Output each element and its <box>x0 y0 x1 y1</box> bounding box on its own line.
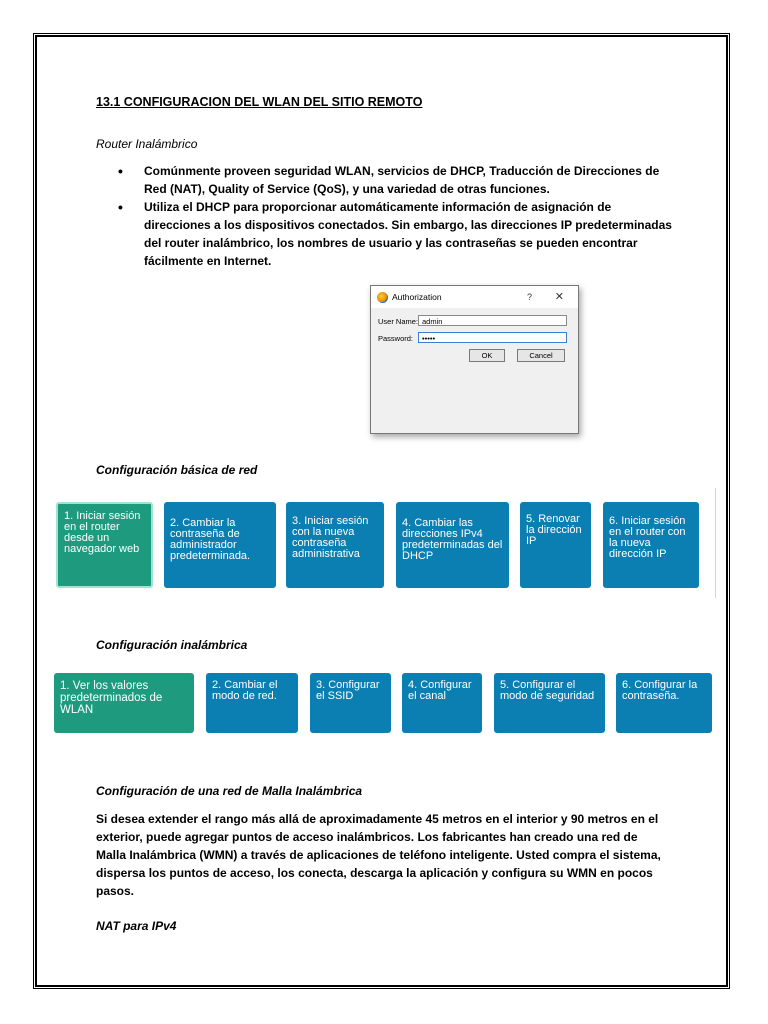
divider-line <box>715 488 716 598</box>
basic-step-5: 5. Renovar la dirección IP <box>520 502 591 588</box>
basic-step-1: 1. Iniciar sesión en el router desde un navegador web <box>56 502 153 588</box>
close-icon[interactable]: ✕ <box>554 291 564 303</box>
wireless-step-4: 4. Configurar el canal <box>402 673 482 733</box>
basic-step-6: 6. Iniciar sesión en el router con la nueva dirección IP <box>603 502 699 588</box>
mesh-paragraph: Si desea extender el rango más allá de aproximadamente 45 metros en el interior y 90 metros en el exterior, puede agregar puntos de acceso inalámbricos. Los fabricantes han creado una red de Malla Inalámbrica (WMN) a través de aplicaciones de teléfono inteligente. Usted compra el sistema, dispersa los puntos de acceso, los conecta, descarga la aplicación y configura su WMN en pocos pasos. <box>96 812 661 898</box>
subheading-router: Router Inalámbrico <box>96 137 198 151</box>
cancel-button[interactable]: Cancel <box>517 349 565 362</box>
wireless-step-3: 3. Configurar el SSID <box>310 673 391 733</box>
password-label: Password: <box>378 334 414 343</box>
basic-step-2: 2. Cambiar la contraseña de administrador predeterminada. <box>164 502 276 588</box>
basic-step-3: 3. Iniciar sesión con la nueva contraseña administrativa <box>286 502 384 588</box>
nat-title: NAT para IPv4 <box>96 919 177 933</box>
username-label: User Name: <box>378 317 419 326</box>
help-icon[interactable]: ? <box>526 292 532 302</box>
basic-config-title: Configuración básica de red <box>96 463 258 477</box>
basic-step-4: 4. Cambiar las direcciones IPv4 predeterminadas del DHCP <box>396 502 509 588</box>
authorization-dialog <box>370 285 579 434</box>
wireless-step-5: 5. Configurar el modo de seguridad <box>494 673 605 733</box>
dialog-title-bar <box>371 286 578 308</box>
wireless-step-2: 2. Cambiar el modo de red. <box>206 673 298 733</box>
key-icon <box>377 292 388 303</box>
mesh-config-title: Configuración de una red de Malla Inalámbrica <box>96 784 363 798</box>
bullet-list <box>118 162 678 270</box>
section-heading: 13.1 CONFIGURACION DEL WLAN DEL SITIO REMOTO <box>96 95 423 109</box>
password-input[interactable]: ••••• <box>418 332 567 343</box>
username-input[interactable]: admin <box>418 315 567 326</box>
ok-button[interactable]: OK <box>469 349 505 362</box>
wireless-step-6: 6. Configurar la contraseña. <box>616 673 712 733</box>
wireless-step-1: 1. Ver los valores predeterminados de WLAN <box>54 673 194 733</box>
dialog-title: Authorization <box>392 292 442 302</box>
wireless-config-title: Configuración inalámbrica <box>96 638 248 652</box>
bullet-item: • Utiliza el DHCP para proporcionar automáticamente información de asignación de direcciones a los dispositivos conectados. Sin embargo, las direcciones IP predeterminadas del router inalámbrico, los nombres de usuario y las contraseñas se pueden encontrar fácilmente en Internet. <box>118 198 678 270</box>
bullet-item: • Comúnmente proveen seguridad WLAN, servicios de DHCP, Traducción de Direcciones de Red (NAT), Quality of Service (QoS), y una variedad de otras funciones. <box>118 162 678 198</box>
